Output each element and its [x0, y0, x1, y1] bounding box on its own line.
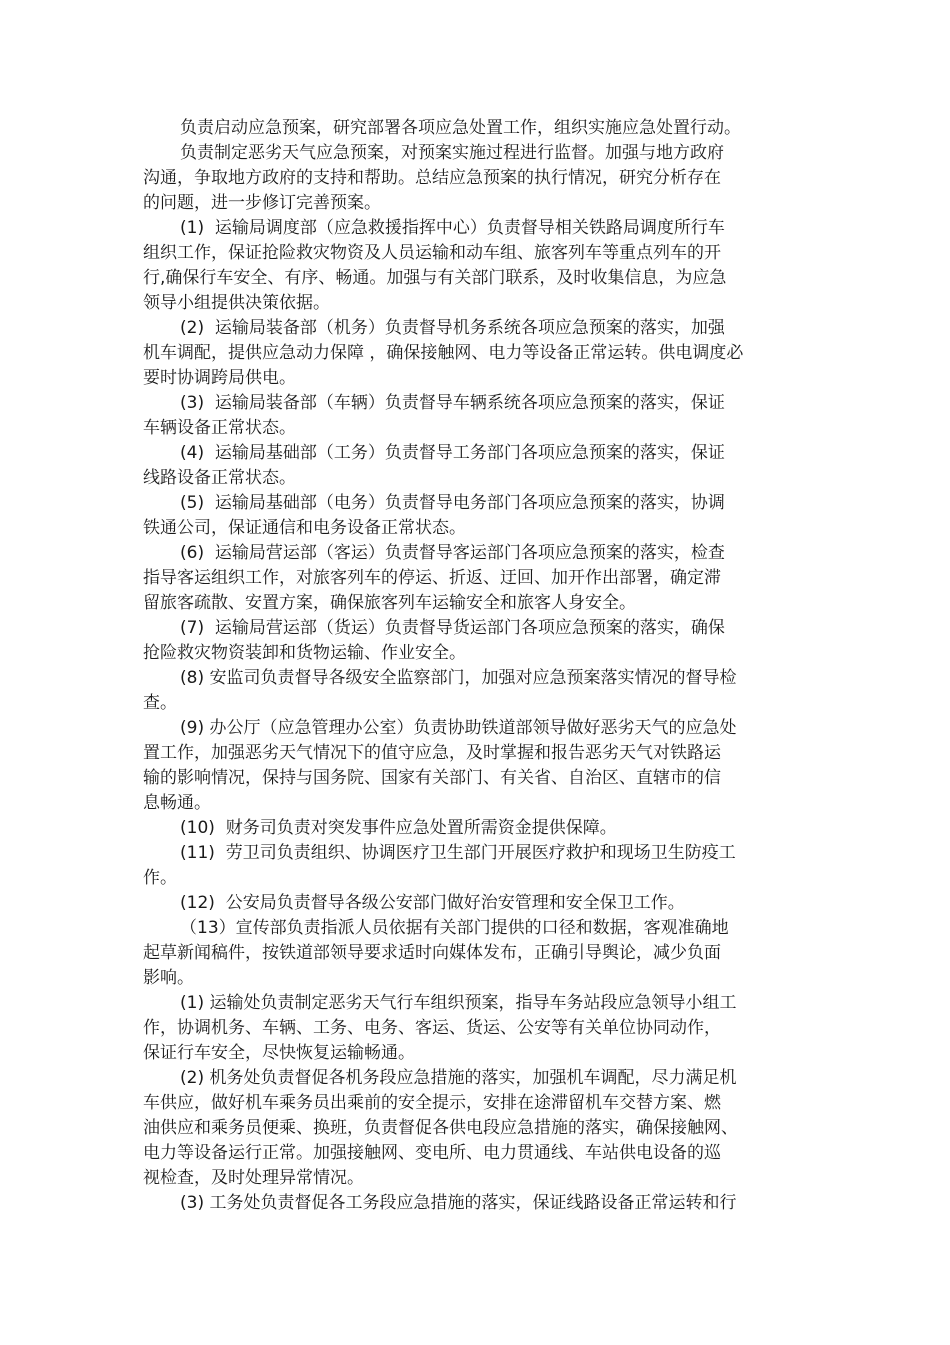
text-line: 领导小组提供决策依据。 — [143, 293, 330, 313]
paragraph — [143, 116, 775, 141]
paragraph — [143, 316, 775, 391]
text-line: 指导客运组织工作，对旅客列车的停运、折返、迂回、加开作出部署，确定滞 — [143, 568, 721, 588]
paragraph — [143, 541, 775, 616]
paragraph — [143, 716, 775, 816]
text-line: (3) 运输局装备部（车辆）负责督导车辆系统各项应急预案的落实，保证 — [180, 393, 725, 413]
paragraph — [143, 816, 775, 841]
paragraph — [143, 441, 775, 491]
text-line: (2) 运输局装备部（机务）负责督导机务系统各项应急预案的落实，加强 — [180, 318, 725, 338]
text-line: 组织工作，保证抢险救灾物资及人员运输和动车组、旅客列车等重点列车的开 — [143, 243, 721, 263]
text-line: (1) 运输处负责制定恶劣天气行车组织预案，指导车务站段应急领导小组工 — [180, 993, 737, 1013]
text-line: 作，协调机务、车辆、工务、电务、客运、货运、公安等有关单位协同动作， — [143, 1018, 721, 1038]
text-line: 行,确保行车安全、有序、畅通。加强与有关部门联系，及时收集信息，为应急 — [143, 268, 727, 288]
text-line: (10) 财务司负责对突发事件应急处置所需资金提供保障。 — [180, 818, 617, 838]
text-line: 车供应，做好机车乘务员出乘前的安全提示，安排在途滞留机车交替方案、燃 — [143, 1093, 721, 1113]
paragraph — [143, 616, 775, 666]
text-line: (8) 安监司负责督导各级安全监察部门，加强对应急预案落实情况的督导检 — [180, 668, 737, 688]
text-line: 留旅客疏散、安置方案，确保旅客列车运输安全和旅客人身安全。 — [143, 593, 636, 613]
text-line: 查。 — [143, 693, 177, 713]
text-line: 机车调配，提供应急动力保障 ，确保接触网、电力等设备正常运转。供电调度必 — [143, 343, 744, 363]
paragraph — [143, 1191, 775, 1216]
paragraph — [143, 491, 775, 541]
text-line: (4) 运输局基础部（工务）负责督导工务部门各项应急预案的落实，保证 — [180, 443, 725, 463]
text-line: (7) 运输局营运部（货运）负责督导货运部门各项应急预案的落实，确保 — [180, 618, 725, 638]
text-line: 油供应和乘务员便乘、换班，负责督促各供电段应急措施的落实，确保接触网、 — [143, 1118, 738, 1138]
text-line: 作。 — [143, 868, 177, 888]
text-line: 输的影响情况，保持与国务院、国家有关部门、有关省、自治区、直辖市的信 — [143, 768, 721, 788]
paragraph — [143, 841, 775, 891]
text-line: 铁通公司，保证通信和电务设备正常状态。 — [143, 518, 466, 538]
document-body — [143, 116, 775, 1216]
text-line: 的问题，进一步修订完善预案。 — [143, 193, 381, 213]
text-line: (9) 办公厅（应急管理办公室）负责协助铁道部领导做好恶劣天气的应急处 — [180, 718, 737, 738]
text-line: (6) 运输局营运部（客运）负责督导客运部门各项应急预案的落实，检查 — [180, 543, 725, 563]
paragraph — [143, 141, 775, 216]
paragraph — [143, 666, 775, 716]
text-line: 抢险救灾物资装卸和货物运输、作业安全。 — [143, 643, 466, 663]
text-line: (2) 机务处负责督促各机务段应急措施的落实，加强机车调配，尽力满足机 — [180, 1068, 737, 1088]
text-line: (11) 劳卫司负责组织、协调医疗卫生部门开展医疗救护和现场卫生防疫工 — [180, 843, 736, 863]
text-line: (5) 运输局基础部（电务）负责督导电务部门各项应急预案的落实，协调 — [180, 493, 725, 513]
paragraph — [143, 991, 775, 1066]
text-line: 起草新闻稿件，按铁道部领导要求适时向媒体发布，正确引导舆论，减少负面 — [143, 943, 721, 963]
text-line: (12) 公安局负责督导各级公安部门做好治安管理和安全保卫工作。 — [180, 893, 685, 913]
text-line: 负责制定恶劣天气应急预案，对预案实施过程进行监督。加强与地方政府 — [180, 143, 724, 163]
text-line: 沟通，争取地方政府的支持和帮助。总结应急预案的执行情况，研究分析存在 — [143, 168, 721, 188]
text-line: 影响。 — [143, 968, 194, 988]
text-line: 负责启动应急预案，研究部署各项应急处置工作，组织实施应急处置行动。 — [180, 118, 741, 138]
text-line: (1) 运输局调度部（应急救援指挥中心）负责督导相关铁路局调度所行车 — [180, 218, 725, 238]
text-line: （13）宣传部负责指派人员依据有关部门提供的口径和数据，客观准确地 — [180, 918, 729, 938]
paragraph — [143, 216, 775, 316]
text-line: 息畅通。 — [143, 793, 211, 813]
text-line: (3) 工务处负责督促各工务段应急措施的落实，保证线路设备正常运转和行 — [180, 1193, 737, 1213]
text-line: 电力等设备运行正常。加强接触网、变电所、电力贯通线、车站供电设备的巡 — [143, 1143, 721, 1163]
paragraph — [143, 916, 775, 991]
text-line: 车辆设备正常状态。 — [143, 418, 296, 438]
text-line: 要时协调跨局供电。 — [143, 368, 296, 388]
text-line: 置工作，加强恶劣天气情况下的值守应急，及时掌握和报告恶劣天气对铁路运 — [143, 743, 721, 763]
text-line: 线路设备正常状态。 — [143, 468, 296, 488]
paragraph — [143, 891, 775, 916]
paragraph — [143, 1066, 775, 1191]
text-line: 保证行车安全，尽快恢复运输畅通。 — [143, 1043, 415, 1063]
paragraph — [143, 391, 775, 441]
text-line: 视检查，及时处理异常情况。 — [143, 1168, 364, 1188]
